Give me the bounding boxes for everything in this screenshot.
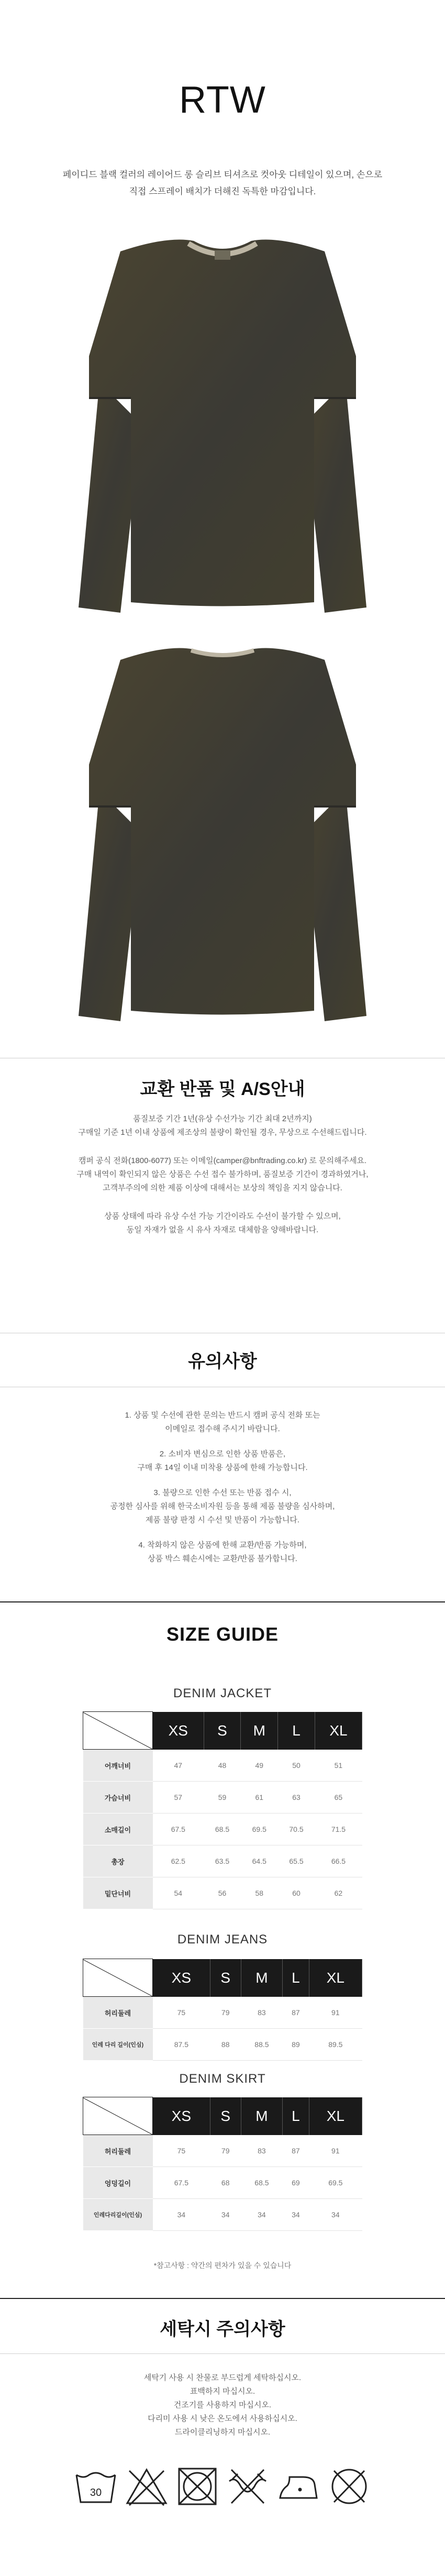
table-corner xyxy=(83,1712,153,1750)
info-line: 표백하지 마십시오. xyxy=(190,2387,255,2396)
size-header: XL xyxy=(309,2097,362,2135)
wash-30-icon xyxy=(72,2463,119,2510)
exchange-info xyxy=(0,1112,445,1237)
row-label: 소매길이 xyxy=(83,1814,153,1845)
size-header: XS xyxy=(153,1959,210,1997)
info-line: 동일 자재가 없을 시 유사 자재로 대체함을 양해바랍니다. xyxy=(126,1225,319,1234)
size-header-row xyxy=(83,2097,362,2135)
size-cell: 69.5 xyxy=(309,2167,362,2199)
size-cell: 49 xyxy=(241,1750,278,1782)
caution-info xyxy=(0,1409,445,1566)
size-cell: 79 xyxy=(210,1997,241,2029)
size-cell: 69 xyxy=(283,2167,309,2199)
size-table-jacket xyxy=(83,1711,362,1909)
size-cell: 75 xyxy=(153,1997,210,2029)
size-cell: 63 xyxy=(278,1782,315,1814)
size-header: M xyxy=(241,2097,283,2135)
no-tumble-dry-icon xyxy=(174,2463,221,2510)
table-row xyxy=(83,1782,362,1814)
size-cell: 70.5 xyxy=(278,1814,315,1845)
info-line: 제품 불량 판정 시 수선 및 반품이 가능합니다. xyxy=(145,1516,300,1524)
info-line: 상품 상태에 따라 유상 수선 가능 기간이라도 수선이 불가할 수 있으며, xyxy=(104,1212,341,1221)
size-cell: 54 xyxy=(153,1877,204,1909)
size-cell: 65.5 xyxy=(278,1845,315,1877)
table-row xyxy=(83,2199,362,2231)
size-cell: 50 xyxy=(278,1750,315,1782)
section-divider xyxy=(0,2353,445,2354)
row-label: 밑단너비 xyxy=(83,1877,153,1909)
row-label: 어깨너비 xyxy=(83,1750,153,1782)
info-line: 공정한 심사를 위해 한국소비자원 등을 통해 제품 불량을 심사하며, xyxy=(110,1502,335,1511)
size-cell: 59 xyxy=(204,1782,241,1814)
info-line: 캠퍼 공식 전화(1800-6077) 또는 이메일(camper@bnftrading.co.kr) 로 문의해주세요. xyxy=(78,1156,367,1165)
size-cell: 51 xyxy=(315,1750,362,1782)
size-cell: 60 xyxy=(278,1877,315,1909)
info-line: 1. 상품 및 수선에 관한 문의는 반드시 캠퍼 공식 전화 또는 xyxy=(125,1411,320,1420)
no-bleach-icon xyxy=(123,2463,170,2510)
size-cell: 89 xyxy=(283,2029,309,2061)
table-corner xyxy=(83,2097,153,2135)
table-row xyxy=(83,1750,362,1782)
wash-temp-label: 30 xyxy=(90,2487,102,2498)
size-header: XS xyxy=(153,2097,210,2135)
size-table-jeans xyxy=(83,1959,362,2061)
size-cell: 83 xyxy=(241,2135,283,2167)
size-header: XL xyxy=(315,1712,362,1750)
size-header: S xyxy=(210,1959,241,1997)
table-row xyxy=(83,1845,362,1877)
iron-low-icon xyxy=(275,2463,322,2510)
size-cell: 91 xyxy=(309,2135,362,2167)
product-front-photo xyxy=(63,225,382,623)
size-cell: 88.5 xyxy=(241,2029,283,2061)
size-header: XS xyxy=(153,1712,204,1750)
section-divider xyxy=(0,1601,445,1602)
size-cell: 89.5 xyxy=(309,2029,362,2061)
product-description xyxy=(0,167,445,200)
product-description-line: 직접 스프레이 배치가 더해진 독특한 마감입니다. xyxy=(129,186,316,196)
page-title: RTW xyxy=(179,79,266,121)
size-cell: 79 xyxy=(210,2135,241,2167)
table-row xyxy=(83,2167,362,2199)
info-line: 구매 후 14일 이내 미착용 상품에 한해 가능합니다. xyxy=(137,1463,308,1472)
size-table-skirt xyxy=(83,2097,362,2231)
row-label: 총장 xyxy=(83,1845,153,1877)
size-header: S xyxy=(210,2097,241,2135)
size-cell: 83 xyxy=(241,1997,283,2029)
size-cell: 71.5 xyxy=(315,1814,362,1845)
table-corner xyxy=(83,1959,153,1997)
size-cell: 34 xyxy=(153,2199,210,2231)
size-cell: 65 xyxy=(315,1782,362,1814)
info-line: 구매일 기준 1년 이내 상품에 제조상의 불량이 확인될 경우, 무상으로 수선해드립니다. xyxy=(78,1128,367,1137)
size-cell: 34 xyxy=(241,2199,283,2231)
washing-title: 세탁시 주의사항 xyxy=(160,2319,285,2339)
size-cell: 48 xyxy=(204,1750,241,1782)
info-line: 드라이클리닝하지 마십시오. xyxy=(174,2428,271,2437)
row-label: 엉덩길이 xyxy=(83,2167,153,2199)
care-icons xyxy=(72,2463,373,2515)
table-row xyxy=(83,1814,362,1845)
size-table-title: DENIM JEANS xyxy=(177,1932,268,1947)
caution-title: 유의사항 xyxy=(188,1352,257,1372)
row-label: 인레 다리 길이(인심) xyxy=(83,2029,153,2061)
size-cell: 57 xyxy=(153,1782,204,1814)
info-line: 2. 소비자 변심으로 인한 상품 반품은, xyxy=(159,1450,286,1458)
size-header-row xyxy=(83,1959,362,1997)
size-cell: 63.5 xyxy=(204,1845,241,1877)
size-header: M xyxy=(241,1959,283,1997)
size-cell: 47 xyxy=(153,1750,204,1782)
size-note: *참고사항 : 약간의 편차가 있을 수 있습니다 xyxy=(153,2261,292,2270)
table-row xyxy=(83,2135,362,2167)
size-cell: 64.5 xyxy=(241,1845,278,1877)
size-cell: 34 xyxy=(283,2199,309,2231)
size-guide-title: SIZE GUIDE xyxy=(166,1623,279,1645)
product-description-line: 페이디드 블랙 컬러의 레이어드 롱 슬리브 티셔츠로 컷아웃 디테일이 있으며, 손으로 xyxy=(62,170,383,180)
size-cell: 67.5 xyxy=(153,2167,210,2199)
size-header: L xyxy=(283,2097,309,2135)
no-wring-icon xyxy=(224,2463,271,2510)
size-cell: 34 xyxy=(210,2199,241,2231)
size-cell: 87 xyxy=(283,2135,309,2167)
size-header: L xyxy=(283,1959,309,1997)
info-line: 품질보증 기간 1년(유상 수선가능 기간 최대 2년까지) xyxy=(133,1114,312,1123)
size-header-row xyxy=(83,1712,362,1750)
size-cell: 62 xyxy=(315,1877,362,1909)
size-cell: 61 xyxy=(241,1782,278,1814)
info-line: 4. 착화하지 않은 상품에 한해 교환/반품 가능하며, xyxy=(138,1541,307,1550)
size-cell: 87.5 xyxy=(153,2029,210,2061)
info-line: 세탁기 사용 시 찬물로 부드럽게 세탁하십시오. xyxy=(143,2373,302,2382)
size-cell: 91 xyxy=(309,1997,362,2029)
exchange-title: 교환 반품 및 A/S안내 xyxy=(140,1079,305,1099)
size-table-title: DENIM JACKET xyxy=(173,1686,272,1700)
size-cell: 88 xyxy=(210,2029,241,2061)
size-header: L xyxy=(278,1712,315,1750)
size-cell: 75 xyxy=(153,2135,210,2167)
info-line: 구매 내역이 확인되지 않은 상품은 수선 접수 불가하며, 품질보증 기간이 경과하였거나, xyxy=(76,1170,369,1179)
row-label: 허리둘레 xyxy=(83,2135,153,2167)
size-cell: 62.5 xyxy=(153,1845,204,1877)
table-row xyxy=(83,1877,362,1909)
size-cell: 58 xyxy=(241,1877,278,1909)
size-cell: 68.5 xyxy=(241,2167,283,2199)
info-line: 고객부주의에 의한 제품 이상에 대해서는 보상의 책임을 지지 않습니다. xyxy=(103,1184,342,1192)
info-line: 3. 불량으로 인한 수선 또는 반품 접수 시, xyxy=(153,1488,292,1497)
size-cell: 67.5 xyxy=(153,1814,204,1845)
size-cell: 68.5 xyxy=(204,1814,241,1845)
size-header: M xyxy=(241,1712,278,1750)
size-cell: 56 xyxy=(204,1877,241,1909)
size-header: S xyxy=(204,1712,241,1750)
info-line: 건조기를 사용하지 마십시오. xyxy=(173,2401,272,2409)
size-cell: 34 xyxy=(309,2199,362,2231)
row-label: 허리둘레 xyxy=(83,1997,153,2029)
size-cell: 66.5 xyxy=(315,1845,362,1877)
product-back-photo xyxy=(63,634,382,1032)
size-cell: 69.5 xyxy=(241,1814,278,1845)
washing-info xyxy=(0,2371,445,2439)
info-line: 다리미 사용 시 낮은 온도에서 사용하십시오. xyxy=(148,2414,297,2423)
info-line: 이메일로 접수해 주시기 바랍니다. xyxy=(165,1424,280,1433)
size-cell: 68 xyxy=(210,2167,241,2199)
table-row xyxy=(83,2029,362,2061)
size-header: XL xyxy=(309,1959,362,1997)
size-table-title: DENIM SKIRT xyxy=(179,2072,266,2086)
section-divider xyxy=(0,2298,445,2299)
table-row xyxy=(83,1997,362,2029)
size-cell: 87 xyxy=(283,1997,309,2029)
info-line: 상품 박스 훼손시에는 교환/반품 불가합니다. xyxy=(148,1554,297,1563)
no-dryclean-icon xyxy=(326,2463,373,2510)
row-label: 가슴너비 xyxy=(83,1782,153,1814)
row-label: 인레다리길이(인심) xyxy=(83,2199,153,2231)
